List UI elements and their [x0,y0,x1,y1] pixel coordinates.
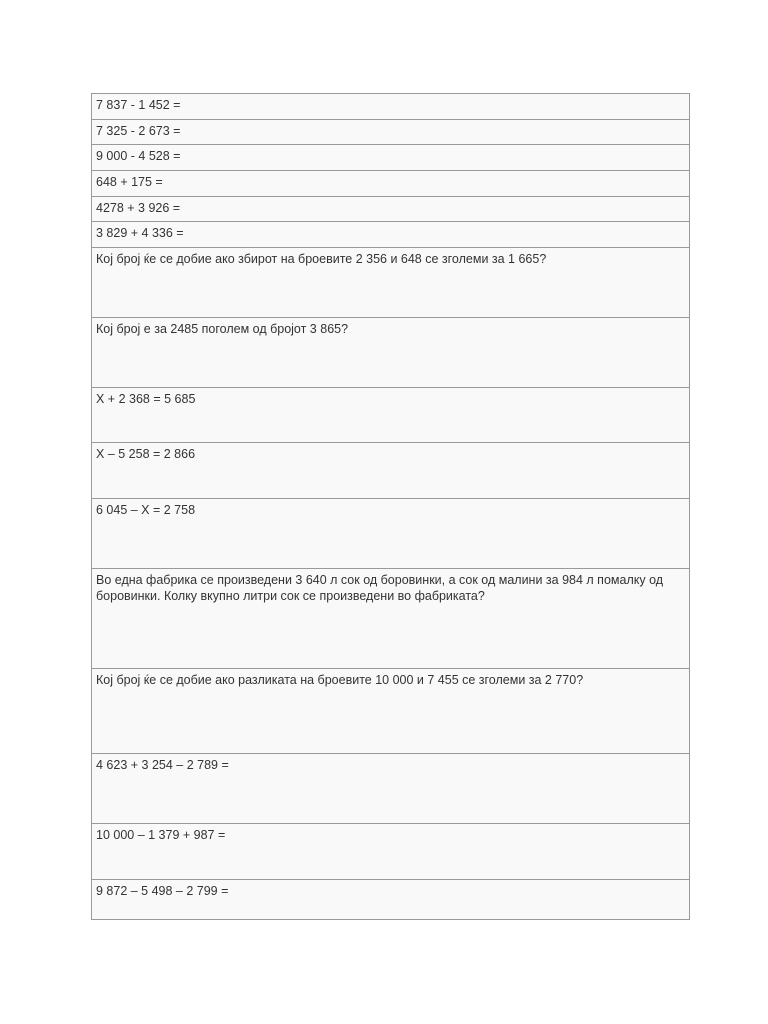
table-row [92,120,690,145]
exercise-cell: 9 000 - 4 528 = [92,145,690,171]
exercise-cell: Кој број ќе се добие ако разликата на броевите 10 000 и 7 455 се зголеми за 2 770? [92,669,690,754]
table-row [92,880,690,920]
exercise-cell: Во една фабрика се произведени 3 640 л сок од боровинки, а сок од малини за 984 л помалку од боровинки. Колку вкупно литри сок се произведени во фабриката? [92,569,690,669]
exercise-cell: X – 5 258 = 2 866 [92,443,690,499]
exercise-cell: 10 000 – 1 379 + 987 = [92,824,690,880]
exercise-table [91,93,690,920]
table-row [92,754,690,824]
exercise-cell: X + 2 368 = 5 685 [92,388,690,443]
table-row [92,499,690,569]
exercise-cell: 4278 + 3 926 = [92,197,690,222]
exercise-cell: 6 045 – X = 2 758 [92,499,690,569]
exercise-cell: Кој број ќе се добие ако збирот на броевите 2 356 и 648 се зголеми за 1 665? [92,248,690,318]
table-row [92,443,690,499]
exercise-cell: Кој број е за 2485 поголем од бројот 3 865? [92,318,690,388]
table-row [92,145,690,171]
exercise-cell: 648 + 175 = [92,171,690,197]
table-row [92,388,690,443]
exercise-cell: 3 829 + 4 336 = [92,222,690,248]
table-row [92,318,690,388]
table-row [92,569,690,669]
table-row [92,222,690,248]
table-row [92,94,690,120]
exercise-cell: 7 837 - 1 452 = [92,94,690,120]
exercise-cell: 9 872 – 5 498 – 2 799 = [92,880,690,920]
table-row [92,669,690,754]
table-row [92,197,690,222]
exercise-cell: 4 623 + 3 254 – 2 789 = [92,754,690,824]
exercise-cell: 7 325 - 2 673 = [92,120,690,145]
table-row [92,824,690,880]
table-row [92,248,690,318]
table-row [92,171,690,197]
